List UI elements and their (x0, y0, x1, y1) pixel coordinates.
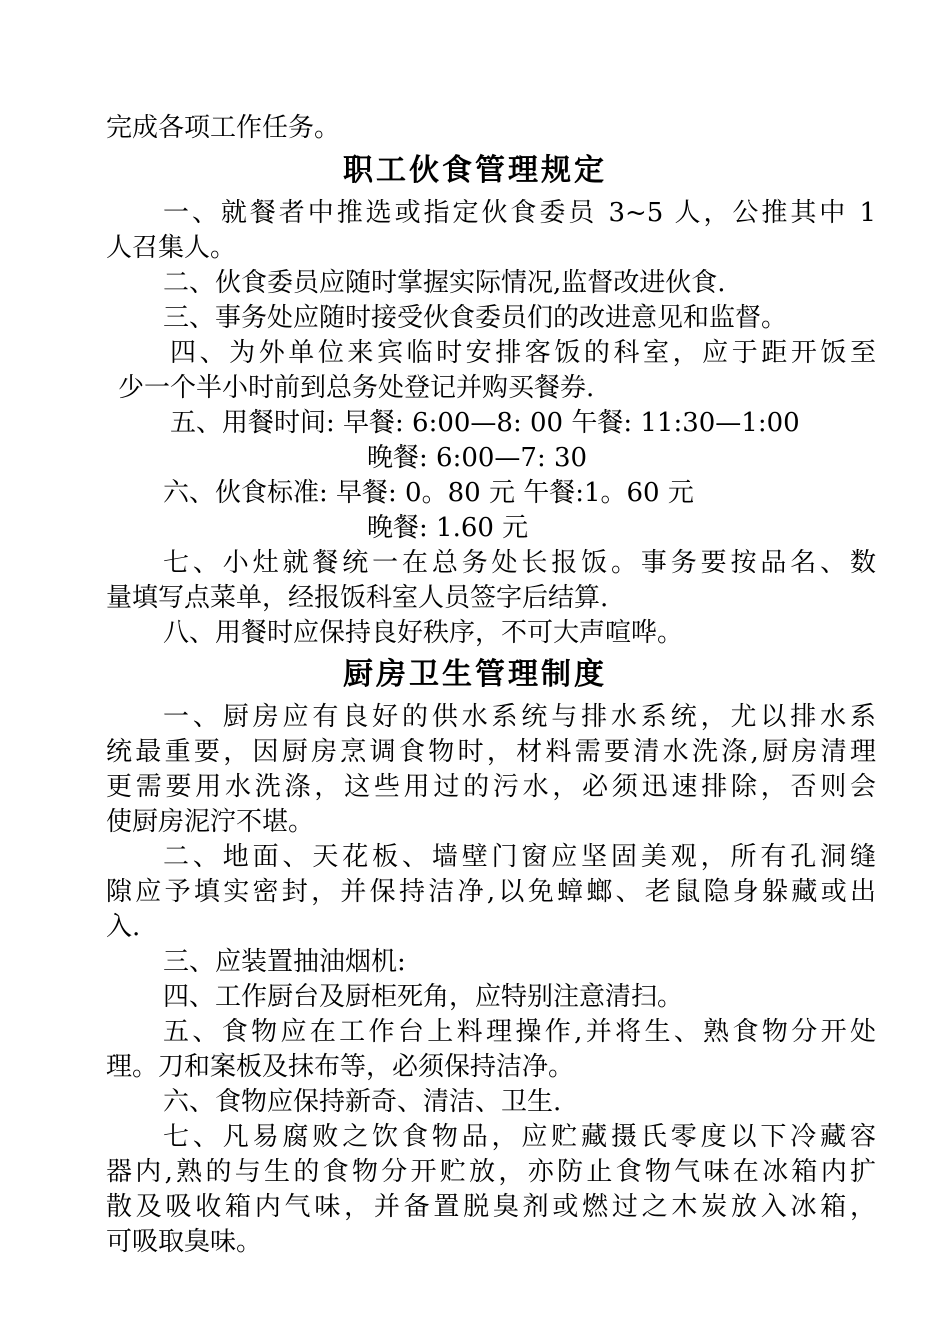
paragraph-line: 七、凡易腐败之饮食物品，应贮藏摄氏零度以下冷藏容 (163, 1122, 876, 1152)
paragraph-line: 隙应予填实密封，并保持洁净,以免蟑螂、老鼠隐身躲藏或出 (106, 877, 876, 907)
paragraph-line: 可吸取臭味。 (106, 1227, 263, 1257)
paragraph-line: 三、事务处应随时接受伙食委员们的改进意见和监督。 (163, 303, 788, 333)
paragraph-line: 一、厨房应有良好的供水系统与排水系统，尤以排水系 (163, 702, 876, 732)
paragraph-line: 七、小灶就餐统一在总务处长报饭。事务要按品名、数 (163, 548, 876, 578)
paragraph-line: 六、食物应保持新奇、清洁、卫生. (163, 1087, 562, 1117)
paragraph-line: 更需要用水洗涤，这些用过的污水，必须迅速排除，否则会 (106, 772, 876, 802)
paragraph-line: 少一个半小时前到总务处登记并购买餐券. (118, 373, 595, 403)
paragraph-line: 散及吸收箱内气味，并备置脱臭剂或燃过之木炭放入冰箱， (106, 1192, 876, 1222)
paragraph-line: 四、工作厨台及厨柜死角，应特别注意清扫。 (163, 982, 684, 1012)
paragraph-line: 完成各项工作任务。 (106, 113, 341, 143)
paragraph-line: 四、为外单位来宾临时安排客饭的科室，应于距开饭至 (170, 338, 876, 368)
meal-standard-line: 六、伙食标准: 早餐: 0。80 元 午餐:1。60 元 (163, 478, 694, 508)
paragraph-line: 二、地面、天花板、墙壁门窗应坚固美观，所有孔洞缝 (163, 842, 876, 872)
paragraph-line: 八、用餐时应保持良好秩序，不可大声喧哗。 (163, 618, 684, 648)
dinner-time-line: 晚餐: 6:00—7: 30 (367, 443, 588, 473)
paragraph-line: 三、应装置抽油烟机: (163, 947, 406, 977)
paragraph-line: 五、食物应在工作台上料理操作,并将生、熟食物分开处 (163, 1017, 876, 1047)
section-title-kitchen-hygiene: 厨房卫生管理制度 (343, 657, 607, 692)
paragraph-line: 一、就餐者中推选或指定伙食委员 3~5 人，公推其中 1 (163, 198, 876, 228)
dinner-price-line: 晚餐: 1.60 元 (367, 513, 529, 543)
paragraph-line: 器内,熟的与生的食物分开贮放，亦防止食物气味在冰箱内扩 (106, 1157, 876, 1187)
paragraph-line: 使厨房泥泞不堪。 (106, 807, 315, 837)
paragraph-line: 量填写点菜单，经报饭科室人员签字后结算. (106, 583, 609, 613)
paragraph-line: 入. (106, 912, 141, 942)
paragraph-line: 二、伙食委员应随时掌握实际情况,监督改进伙食. (163, 268, 726, 298)
meal-times-line: 五、用餐时间: 早餐: 6:00—8: 00 午餐: 11:30—1:00 (170, 408, 800, 438)
paragraph-line: 统最重要，因厨房烹调食物时，材料需要清水洗涤,厨房清理 (106, 737, 876, 767)
paragraph-line: 人召集人。 (106, 233, 237, 263)
paragraph-line: 理。刀和案板及抹布等，必须保持洁净。 (106, 1052, 575, 1082)
section-title-staff-meals: 职工伙食管理规定 (343, 153, 607, 188)
